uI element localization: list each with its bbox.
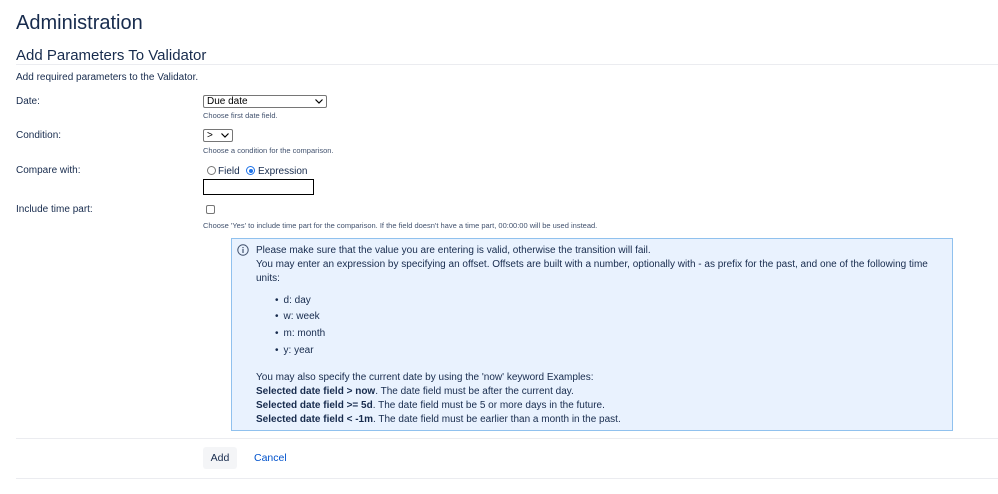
include-time-label: Include time part: (16, 204, 93, 215)
date-label: Date: (16, 96, 40, 107)
condition-label: Condition: (16, 130, 62, 141)
condition-description: Choose a condition for the comparison. (203, 146, 334, 155)
example-line (256, 385, 574, 399)
info-panel (231, 238, 953, 431)
info-icon (237, 244, 249, 256)
example-explanation: . The date field must be after the current day. (375, 386, 574, 397)
example-explanation: . The date field must be 5 or more days in the future. (372, 400, 605, 411)
example-line (256, 413, 621, 427)
info-line-valid: Please make sure that the value you are entering is valid, otherwise the transition will fail. (256, 245, 651, 256)
expression-input[interactable] (203, 179, 314, 195)
date-select-value: Due date (207, 96, 248, 107)
include-time-checkbox[interactable] (206, 205, 215, 214)
condition-select-value: > (207, 130, 213, 141)
unit-item: • y: year (275, 345, 314, 356)
chevron-down-icon (220, 130, 230, 141)
date-description: Choose first date field. (203, 111, 278, 120)
info-now-line: You may also specify the current date by using the 'now' keyword Examples: (256, 372, 594, 383)
unit-item: • d: day (275, 295, 311, 306)
chevron-down-icon (314, 96, 324, 107)
page-title: Administration (16, 12, 143, 34)
info-line-offset: You may enter an expression by specifying an offset. Offsets are built with a number, optionally with - as prefix for the past, and one of the following time (256, 259, 928, 270)
example-expression: Selected date field >= 5d (256, 400, 373, 411)
field-radio[interactable] (207, 166, 216, 175)
actions-bottom-divider (16, 478, 998, 479)
compare-with-label: Compare with: (16, 165, 81, 176)
unit-item: • w: week (275, 311, 320, 322)
info-line-units: units: (256, 273, 280, 284)
add-button[interactable]: Add (203, 447, 237, 469)
section-divider (16, 64, 998, 65)
example-expression: Selected date field > now (256, 386, 376, 397)
example-explanation: . The date field must be earlier than a month in the past. (373, 414, 621, 425)
cancel-link[interactable]: Cancel (254, 452, 287, 464)
unit-item: • m: month (275, 328, 325, 339)
expression-radio-label[interactable]: Expression (258, 166, 308, 177)
example-line (256, 399, 605, 413)
expression-radio[interactable] (246, 166, 255, 175)
actions-top-divider (16, 438, 998, 439)
section-intro: Add required parameters to the Validator. (16, 72, 199, 83)
include-time-description: Choose 'Yes' to include time part for the comparison. If the field doesn't have a time part, 00:00:00 will be used instead. (203, 221, 598, 230)
section-title: Add Parameters To Validator (16, 47, 207, 64)
condition-select[interactable] (203, 129, 233, 142)
field-radio-label[interactable]: Field (218, 166, 240, 177)
date-select[interactable] (203, 95, 327, 108)
example-expression: Selected date field < -1m (256, 414, 373, 425)
